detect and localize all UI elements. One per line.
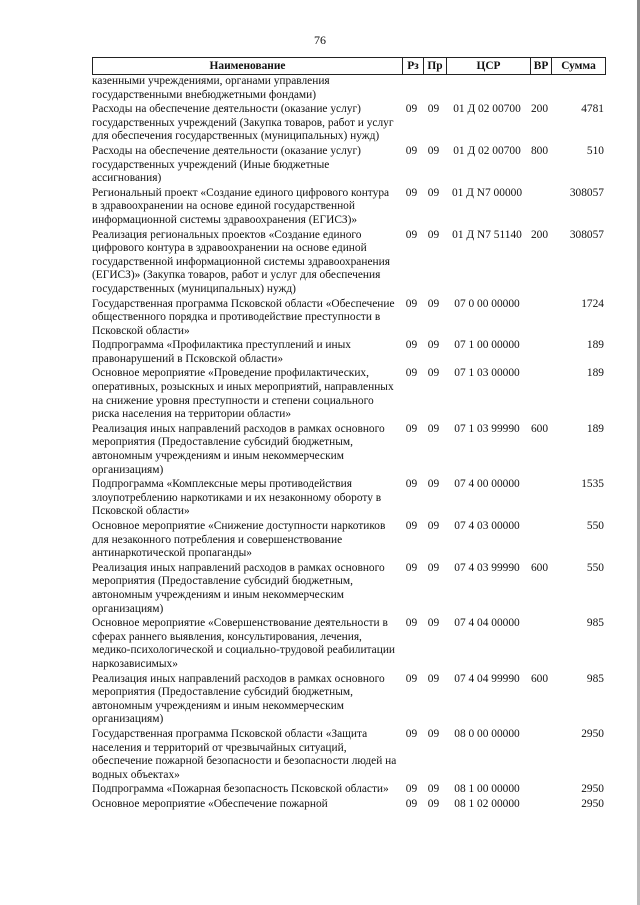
cell-sum: 550 bbox=[586, 520, 604, 532]
cell-name: Основное мероприятие «Совершенствование деятельности в сферах раннего выявления, консультирования, лечения, медико-психологической и социально-трудовой реабилитации наркозависимых» bbox=[92, 617, 396, 670]
cell-name: Основное мероприятие «Проведение профилактических, оперативных, розыскных и иных мероприятий, направленных на снижение уровня преступности и степени социального риска населения на территории области» bbox=[92, 367, 394, 421]
table-body bbox=[92, 75, 606, 812]
cell-vr bbox=[529, 298, 550, 339]
cell-rz: 09 bbox=[405, 186, 418, 199]
cell-vr bbox=[529, 187, 550, 228]
table-row bbox=[92, 145, 606, 187]
table-row bbox=[92, 103, 606, 145]
cell-vr: 800 bbox=[530, 144, 549, 157]
cell-pr: 09 bbox=[427, 478, 440, 491]
cell-sum: 189 bbox=[586, 339, 604, 352]
column-header-name: Наименование bbox=[209, 60, 286, 72]
cell-pr: 09 bbox=[427, 228, 440, 241]
cell-csr: 08 0 00 00000 bbox=[454, 727, 520, 740]
cell-csr: 07 4 04 99990 bbox=[454, 672, 520, 685]
column-header-rz: Рз bbox=[402, 58, 423, 74]
cell-pr: 09 bbox=[427, 422, 440, 435]
table-row bbox=[92, 339, 606, 367]
cell-csr: 08 1 02 00000 bbox=[454, 797, 520, 810]
cell-name: Расходы на обеспечение деятельности (оказание услуг) государственных учреждений (Закупка товаров, работ и услуг для обеспечения государственных (муниципальных) нужд) bbox=[92, 103, 394, 143]
cell-pr: 09 bbox=[427, 727, 440, 740]
cell-name: Основное мероприятие «Обеспечение пожарной bbox=[92, 797, 328, 810]
cell-name: Реализация иных направлений расходов в рамках основного мероприятия (Предоставление субсидий бюджетным, автономным учреждениям и иным некоммерческим организациям) bbox=[92, 672, 385, 726]
cell-pr: 09 bbox=[427, 297, 440, 310]
table-row bbox=[92, 798, 606, 813]
table-row bbox=[92, 617, 606, 672]
cell-vr bbox=[529, 798, 550, 812]
cell-sum: 985 bbox=[586, 617, 604, 630]
cell-csr: 07 4 03 99990 bbox=[454, 561, 520, 574]
cell-csr: 07 1 03 00000 bbox=[454, 367, 520, 380]
cell-rz: 09 bbox=[405, 672, 418, 685]
cell-name: Реализация иных направлений расходов в рамках основного мероприятия (Предоставление субсидий бюджетным, автономным учреждениям и иным некоммерческим организациям) bbox=[92, 422, 385, 476]
cell-pr: 09 bbox=[427, 797, 440, 810]
table-row bbox=[92, 673, 606, 728]
cell-rz bbox=[401, 75, 422, 102]
cell-name: казенными учреждениями, органами управления государственными внебюджетными фондами) bbox=[92, 75, 330, 101]
budget-table bbox=[92, 57, 606, 812]
cell-csr bbox=[445, 75, 529, 102]
cell-sum: 189 bbox=[586, 422, 604, 435]
cell-vr bbox=[529, 478, 550, 519]
cell-rz: 09 bbox=[405, 520, 418, 532]
cell-name: Расходы на обеспечение деятельности (оказание услуг) государственных учреждений (Иные бюджетные ассигнования) bbox=[92, 144, 361, 185]
cell-pr: 09 bbox=[427, 186, 440, 199]
cell-pr: 09 bbox=[427, 783, 440, 796]
column-header-vr: ВР bbox=[530, 58, 551, 74]
cell-pr bbox=[422, 75, 445, 102]
cell-csr: 01 Д N7 00000 bbox=[451, 186, 523, 199]
cell-csr: 01 Д 02 00700 bbox=[453, 103, 521, 116]
cell-pr: 09 bbox=[427, 367, 440, 380]
cell-sum: 1535 bbox=[581, 478, 604, 491]
cell-vr: 600 bbox=[530, 422, 549, 435]
cell-vr: 200 bbox=[530, 103, 549, 116]
cell-sum: 550 bbox=[586, 561, 604, 574]
cell-rz: 09 bbox=[405, 727, 418, 740]
cell-pr: 09 bbox=[427, 520, 440, 532]
cell-rz: 09 bbox=[405, 144, 418, 157]
cell-pr: 09 bbox=[427, 672, 440, 685]
cell-rz: 09 bbox=[405, 228, 418, 241]
table-row bbox=[92, 367, 606, 422]
cell-sum bbox=[550, 75, 604, 102]
cell-csr: 07 4 03 00000 bbox=[454, 520, 520, 532]
column-header-sum: Сумма bbox=[551, 58, 605, 74]
table-row bbox=[92, 728, 606, 783]
cell-vr bbox=[529, 520, 550, 561]
cell-rz: 09 bbox=[405, 783, 418, 796]
cell-vr bbox=[529, 367, 550, 421]
cell-sum: 189 bbox=[586, 367, 604, 380]
cell-csr: 07 1 03 99990 bbox=[454, 422, 520, 435]
table-row bbox=[92, 783, 606, 798]
cell-vr bbox=[529, 728, 550, 782]
cell-sum: 2950 bbox=[581, 797, 604, 810]
cell-rz: 09 bbox=[405, 367, 418, 380]
cell-name: Подпрограмма «Профилактика преступлений и иных правонарушений в Псковской области» bbox=[92, 339, 351, 365]
page-number: 76 bbox=[314, 33, 326, 47]
cell-rz: 09 bbox=[405, 561, 418, 574]
cell-sum: 308057 bbox=[569, 228, 604, 241]
cell-name: Подпрограмма «Комплексные меры противодействия злоупотреблению наркотиками и их незаконному обороту в Псковской области» bbox=[92, 478, 382, 518]
table-row bbox=[92, 187, 606, 229]
cell-name: Подпрограмма «Пожарная безопасность Псковской области» bbox=[92, 783, 389, 796]
cell-vr bbox=[529, 783, 550, 797]
cell-sum: 2950 bbox=[581, 727, 604, 740]
cell-name: Реализация иных направлений расходов в рамках основного мероприятия (Предоставление субсидий бюджетным, автономным учреждениям и иным некоммерческим организациям) bbox=[92, 561, 385, 615]
cell-sum: 4781 bbox=[581, 103, 604, 116]
cell-sum: 2950 bbox=[581, 783, 604, 796]
cell-name: Государственная программа Псковской области «Защита населения и территорий от чрезвычайных ситуаций, обеспечение пожарной безопасности и безопасности людей на водных объектах» bbox=[92, 727, 397, 781]
cell-csr: 07 0 00 00000 bbox=[454, 297, 520, 310]
cell-name: Региональный проект «Создание единого цифрового контура в здравоохранении на основе единой государственной информационной системы здравоохранения (ЕГИСЗ)» bbox=[92, 186, 390, 226]
table-row bbox=[92, 423, 606, 478]
cell-vr: 200 bbox=[530, 228, 549, 241]
cell-rz: 09 bbox=[405, 797, 418, 810]
cell-rz: 09 bbox=[405, 297, 418, 310]
cell-sum: 308057 bbox=[569, 186, 604, 199]
cell-csr: 01 Д N7 51140 bbox=[452, 228, 522, 241]
cell-name: Реализация региональных проектов «Создание единого цифрового контура в здравоохранении на основе единой государственной информационной системы здравоохранения (ЕГИСЗ)» (Закупка товаров, работ и услуг для обеспечения государственных (муниципальных) нужд) bbox=[92, 228, 390, 295]
cell-vr: 600 bbox=[530, 672, 549, 685]
cell-csr: 07 4 00 00000 bbox=[454, 478, 520, 491]
cell-vr: 600 bbox=[530, 561, 549, 574]
cell-csr: 08 1 00 00000 bbox=[454, 783, 520, 796]
cell-rz: 09 bbox=[405, 103, 418, 116]
cell-vr bbox=[529, 339, 550, 366]
cell-vr bbox=[529, 75, 550, 102]
cell-pr: 09 bbox=[427, 561, 440, 574]
column-header-pr: Пр bbox=[423, 58, 446, 74]
table-row bbox=[92, 229, 606, 298]
cell-vr bbox=[529, 617, 550, 671]
cell-pr: 09 bbox=[427, 339, 440, 352]
table-row bbox=[92, 298, 606, 340]
cell-csr: 07 1 00 00000 bbox=[454, 339, 520, 352]
cell-sum: 510 bbox=[586, 144, 604, 157]
table-row bbox=[92, 562, 606, 617]
cell-pr: 09 bbox=[427, 144, 440, 157]
cell-sum: 1724 bbox=[581, 297, 604, 310]
cell-pr: 09 bbox=[427, 103, 440, 116]
cell-pr: 09 bbox=[427, 617, 440, 630]
cell-rz: 09 bbox=[405, 617, 418, 630]
cell-sum: 985 bbox=[586, 672, 604, 685]
cell-name: Государственная программа Псковской области «Обеспечение общественного порядка и противодействие преступности в Псковской области» bbox=[92, 297, 395, 337]
cell-csr: 01 Д 02 00700 bbox=[453, 144, 521, 157]
table-row bbox=[92, 520, 606, 562]
cell-rz: 09 bbox=[405, 339, 418, 352]
column-header-csr: ЦСР bbox=[446, 58, 530, 74]
table-row bbox=[92, 478, 606, 520]
table-header bbox=[92, 57, 606, 75]
cell-rz: 09 bbox=[405, 422, 418, 435]
table-row bbox=[92, 75, 606, 103]
cell-rz: 09 bbox=[405, 478, 418, 491]
cell-csr: 07 4 04 00000 bbox=[454, 617, 520, 630]
cell-name: Основное мероприятие «Снижение доступности наркотиков для незаконного потребления и совершенствование антинаркотической пропаганды» bbox=[92, 520, 386, 560]
